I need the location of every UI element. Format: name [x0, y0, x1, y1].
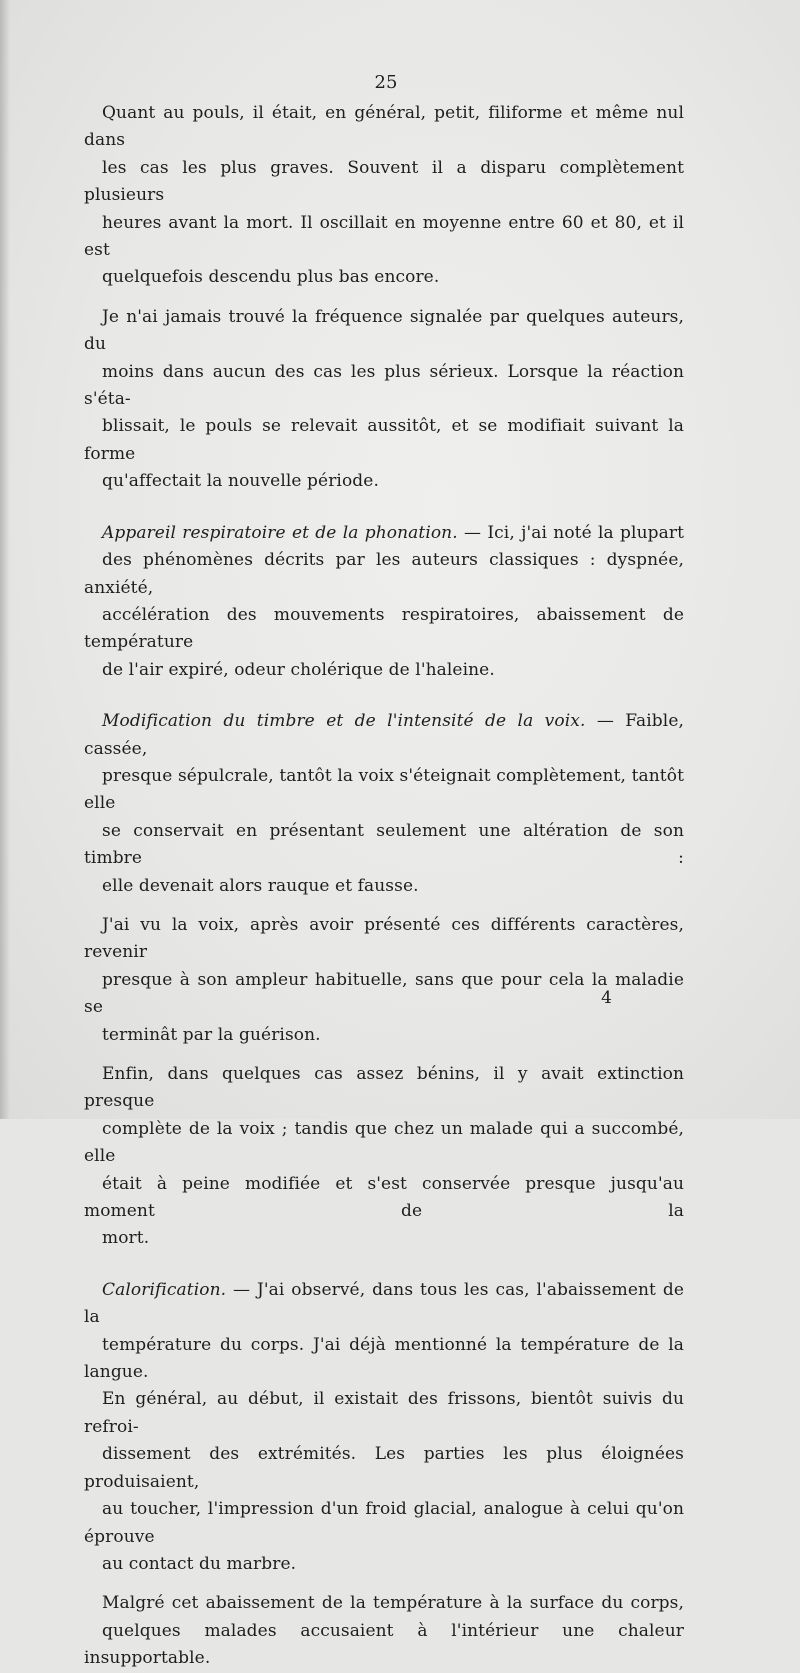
paragraph-internal-heat: [84, 1590, 684, 1672]
text-line: était à peine modifiée et s'est conservée presque jusqu'au moment de la: [84, 1173, 684, 1222]
text-line: les cas les plus graves. Souvent il a disparu complètement plusieurs: [84, 157, 684, 206]
text-line: Enfin, dans quelques cas assez bénins, il y avait extinction presque: [84, 1064, 684, 1112]
page-body: [84, 70, 684, 1673]
text-fragment: — Faible, cassée,: [84, 711, 684, 759]
paragraph-extinction: [84, 1061, 684, 1253]
text-line: au toucher, l'impression d'un froid glacial, analogue à celui qu'on éprouve: [84, 1499, 684, 1547]
text-line: accélération des mouvements respiratoires, abaissement de température: [84, 604, 684, 653]
text-line: Malgré cet abaissement de la température à la surface du corps,: [102, 1593, 684, 1614]
text-fragment: — J'ai observé, dans tous les cas, l'abaissement de la: [84, 1279, 684, 1328]
section-heading: Modification du timbre et de l'intensité de la voix.: [102, 711, 586, 732]
text-line: dissement des extrémités. Les parties les plus éloignées produisaient,: [84, 1444, 684, 1492]
paragraph-calorification: [84, 1277, 684, 1578]
text-line: au contact du marbre.: [102, 1553, 297, 1574]
text-fragment: — Ici, j'ai noté la plupart: [457, 522, 685, 543]
text-line: quelques malades accusaient à l'intérieur une chaleur insupportable.: [84, 1620, 684, 1669]
text-line: Je n'ai jamais trouvé la fréquence signalée par quelques auteurs, du: [84, 306, 684, 355]
paragraph-voice-return: [84, 912, 684, 1049]
text-line: se conservait en présentant seulement une altération de son timbre :: [84, 820, 684, 869]
paragraph-pulse: [84, 100, 684, 292]
text-line: quelquefois descendu plus bas encore.: [102, 267, 440, 288]
paragraph-voice: [84, 708, 684, 900]
text-line: presque sépulcrale, tantôt la voix s'éteignait complètement, tantôt elle: [84, 765, 684, 814]
paragraph-frequency: [84, 304, 684, 496]
text-line: Quant au pouls, il était, en général, petit, filiforme et même nul dans: [84, 103, 684, 151]
text-line: de l'air expiré, odeur cholérique de l'haleine.: [102, 659, 495, 680]
text-line: presque à son ampleur habituelle, sans que pour cela la maladie se: [84, 969, 684, 1018]
text-line: [84, 520, 684, 547]
section-heading: Calorification.: [102, 1279, 227, 1300]
text-line: complète de la voix ; tandis que chez un malade qui a succombé, elle: [84, 1118, 684, 1167]
text-line: mort.: [102, 1228, 150, 1249]
text-line: heures avant la mort. Il oscillait en moyenne entre 60 et 80, et il est: [84, 212, 684, 261]
text-line: En général, au début, il existait des frissons, bientôt suivis du refroi-: [84, 1389, 684, 1437]
page-edge-shadow: [0, 0, 10, 1119]
text-line: terminât par la guérison.: [102, 1024, 321, 1045]
text-line: moins dans aucun des cas les plus sérieux. Lorsque la réaction s'éta-: [84, 361, 684, 410]
text-line: blissait, le pouls se relevait aussitôt, et se modifiait suivant la forme: [84, 416, 684, 464]
signature-mark: 4: [601, 988, 612, 1008]
text-line: qu'affectait la nouvelle période.: [102, 471, 379, 492]
section-heading: Appareil respiratoire et de la phonation.: [102, 522, 458, 543]
text-line: température du corps. J'ai déjà mentionné la température de la langue.: [84, 1334, 684, 1383]
text-line: [84, 708, 684, 763]
page-number: 25: [374, 72, 398, 93]
text-line: des phénomènes décrits par les auteurs classiques : dyspnée, anxiété,: [84, 550, 684, 598]
text-line: [84, 1277, 684, 1332]
text-line: elle devenait alors rauque et fausse.: [102, 875, 419, 896]
paragraph-respiratory: [84, 520, 684, 684]
text-line: J'ai vu la voix, après avoir présenté ces différents caractères, revenir: [84, 914, 684, 963]
